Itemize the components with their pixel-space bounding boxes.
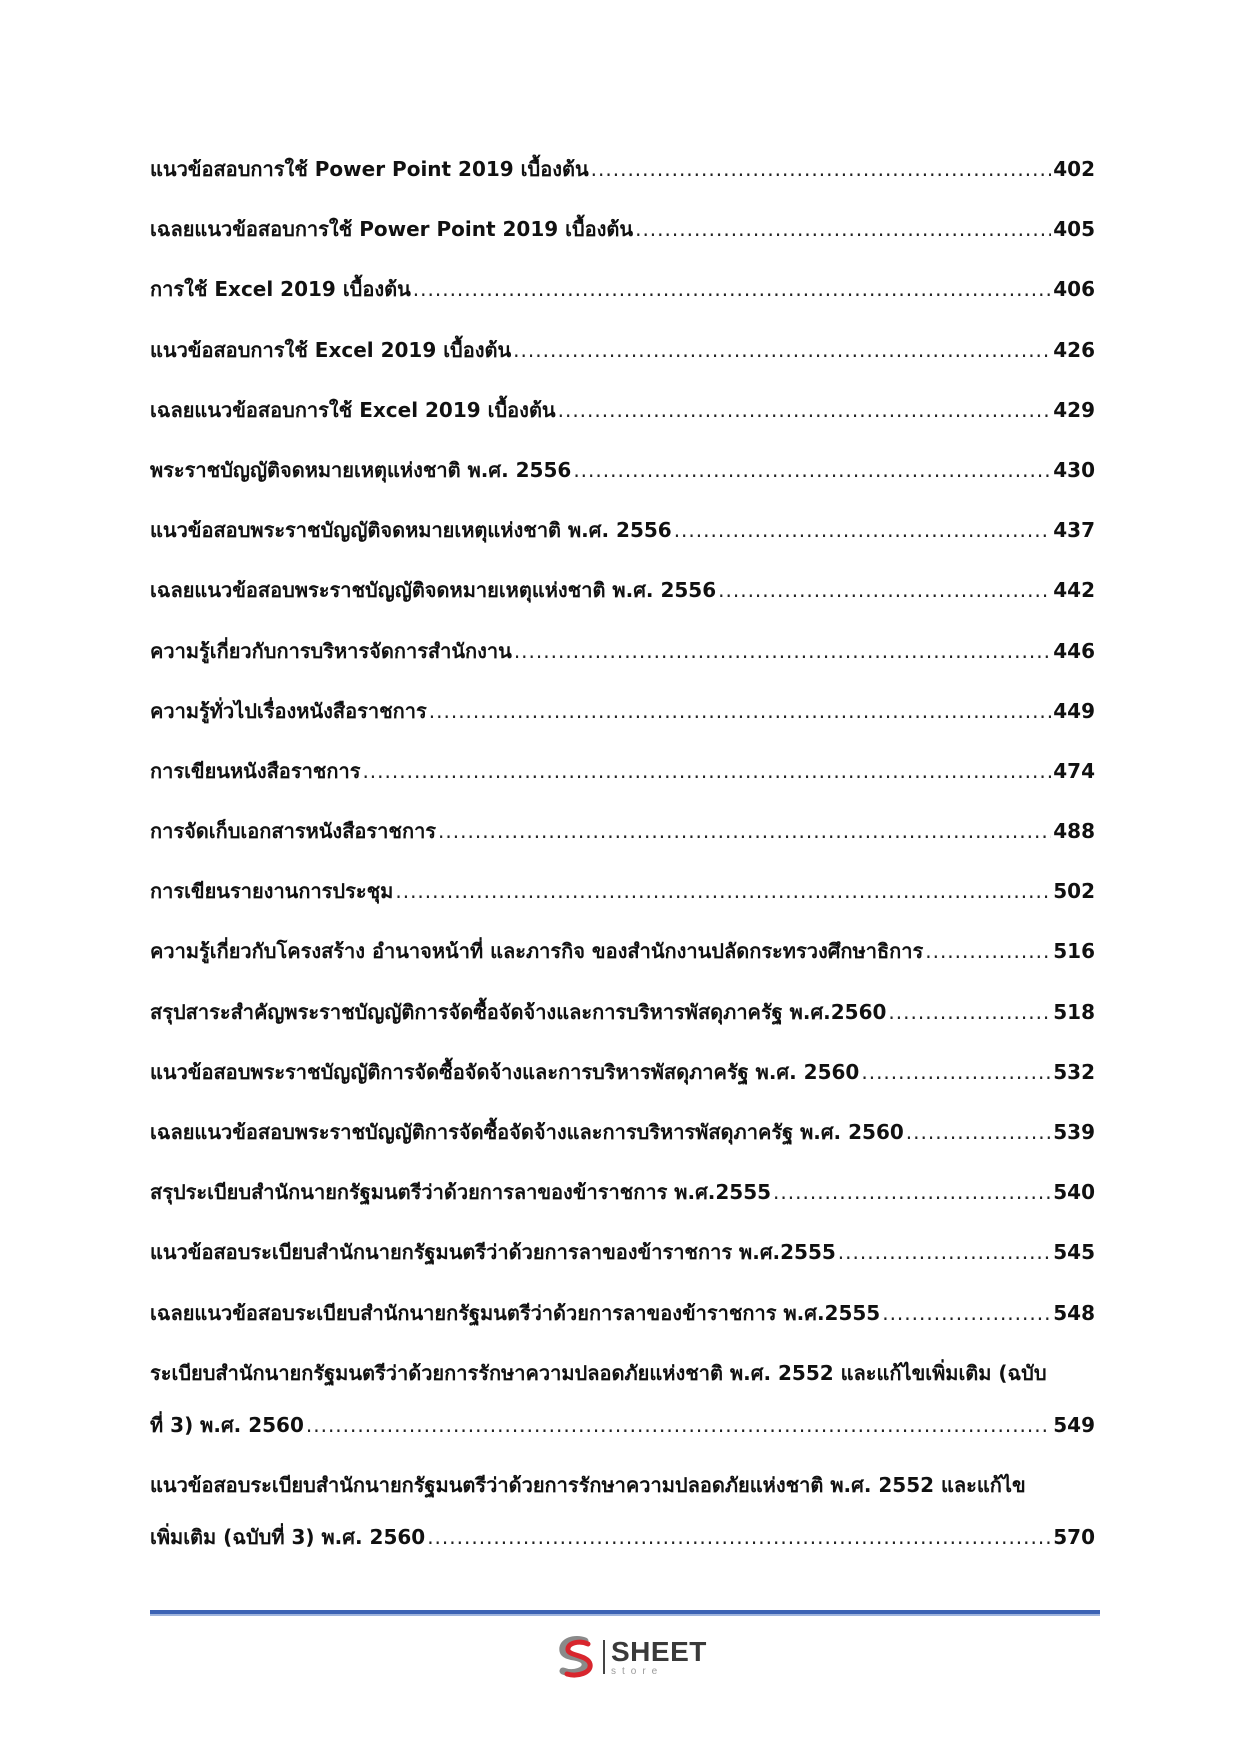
toc-entry-page: 474 xyxy=(1053,758,1095,783)
toc-entry-title: เฉลยแนวข้อสอบระเบียบสำนักนายกรัฐมนตรีว่าด้วยการลาของข้าราชการ พ.ศ.2555 xyxy=(150,1300,881,1325)
dot-leader xyxy=(558,391,1052,429)
dot-leader xyxy=(395,872,1051,910)
toc-entry-page: 532 xyxy=(1053,1059,1095,1084)
toc-entry-page: 516 xyxy=(1053,939,1095,964)
toc-entry-title: สรุประเบียบสำนักนายกรัฐมนตรีว่าด้วยการลาของข้าราชการ พ.ศ.2555 xyxy=(150,1180,772,1205)
toc-entry-page: 570 xyxy=(1053,1524,1095,1549)
dot-leader xyxy=(513,331,1051,369)
toc-entry[interactable] xyxy=(150,812,1095,850)
toc-entry[interactable] xyxy=(150,331,1095,369)
toc-entry-title: แนวข้อสอบระเบียบสำนักนายกรัฐมนตรีว่าด้วยการลาของข้าราชการ พ.ศ.2555 xyxy=(150,1240,836,1265)
toc-entry-title: การจัดเก็บเอกสารหนังสือราชการ xyxy=(150,819,437,844)
toc-entry-title: การเขียนรายงานการประชุม xyxy=(150,879,394,904)
toc-entry-title: ความรู้เกี่ยวกับการบริหารจัดการสำนักงาน xyxy=(150,638,512,663)
dot-leader xyxy=(925,932,1051,970)
dot-leader xyxy=(838,1233,1051,1271)
dot-leader xyxy=(514,632,1051,670)
toc-entry-wrapped[interactable] xyxy=(150,1354,1095,1444)
brand-subtitle: store xyxy=(611,1665,664,1677)
dot-leader xyxy=(429,692,1051,730)
toc-entry-page: 426 xyxy=(1053,337,1095,362)
toc-entry-wrapped[interactable] xyxy=(150,1466,1095,1556)
toc-entry-title: เฉลยแนวข้อสอบพระราชบัญญัติการจัดซื้อจัดจ้างและการบริหารพัสดุภาครัฐ พ.ศ. 2560 xyxy=(150,1120,904,1144)
toc-entry-title: เฉลยแนวข้อสอบพระราชบัญญัติจดหมายเหตุแห่งชาติ พ.ศ. 2556 xyxy=(150,578,717,603)
toc-entry-page: 540 xyxy=(1053,1180,1095,1205)
dot-leader xyxy=(413,270,1051,308)
dot-leader xyxy=(882,1294,1051,1332)
toc-entry[interactable] xyxy=(150,1294,1095,1332)
dot-leader xyxy=(438,812,1051,850)
dot-leader xyxy=(573,451,1051,489)
toc-entry-page: 429 xyxy=(1053,397,1095,422)
brand-name: SHEET xyxy=(611,1635,707,1667)
dot-leader xyxy=(306,1406,1051,1444)
toc-entry-page: 405 xyxy=(1053,217,1095,242)
toc-entry-title: เพิ่มเติม (ฉบับที่ 3) พ.ศ. 2560 xyxy=(150,1524,426,1549)
toc-entry-page: 502 xyxy=(1053,879,1095,904)
toc-entry[interactable] xyxy=(150,270,1095,308)
toc-entry[interactable] xyxy=(150,210,1095,248)
toc-entry-page: 406 xyxy=(1053,277,1095,302)
sheet-store-logo xyxy=(555,1633,707,1681)
dot-leader xyxy=(635,210,1051,248)
toc-entry[interactable] xyxy=(150,692,1095,730)
toc-entry[interactable] xyxy=(150,1233,1095,1271)
dot-leader xyxy=(718,571,1051,609)
toc-entry-page: 449 xyxy=(1053,698,1095,723)
toc-entry-title: แนวข้อสอบพระราชบัญญัติจดหมายเหตุแห่งชาติ พ.ศ. 2556 xyxy=(150,518,672,543)
toc-entry-page: 545 xyxy=(1053,1240,1095,1265)
toc-entry-title: ความรู้เกี่ยวกับโครงสร้าง อำนาจหน้าที่ และภารกิจ ของสำนักงานปลัดกระทรวงศึกษาธิการ xyxy=(150,939,924,964)
toc-entry-title: สรุปสาระสำคัญพระราชบัญญัติการจัดซื้อจัดจ้างและการบริหารพัสดุภาครัฐ พ.ศ.2560 xyxy=(150,999,887,1024)
toc-entry-title: แนวข้อสอบการใช้ Excel 2019 เบื้องต้น xyxy=(150,337,512,362)
toc-entry[interactable] xyxy=(150,511,1095,549)
toc-entry[interactable] xyxy=(150,1113,1095,1151)
toc-entry-title: ความรู้ทั่วไปเรื่องหนังสือราชการ xyxy=(150,698,427,723)
toc-entry-title: พระราชบัญญัติจดหมายเหตุแห่งชาติ พ.ศ. 2556 xyxy=(150,457,572,482)
toc-entry[interactable] xyxy=(150,1053,1095,1091)
toc-entry-title: เฉลยแนวข้อสอบการใช้ Power Point 2019 เบื้องต้น xyxy=(150,217,634,242)
toc-entry[interactable] xyxy=(150,451,1095,489)
toc-entry[interactable] xyxy=(150,391,1095,429)
toc-entry-page: 437 xyxy=(1053,518,1095,543)
toc-entry-page: 402 xyxy=(1053,157,1095,181)
toc-entry[interactable] xyxy=(150,1173,1095,1211)
toc-entry-page: 446 xyxy=(1053,638,1095,663)
dot-leader xyxy=(427,1518,1051,1556)
dot-leader xyxy=(362,752,1051,790)
toc-entry-title: การเขียนหนังสือราชการ xyxy=(150,758,361,783)
toc-entry[interactable] xyxy=(150,993,1095,1031)
logo-separator xyxy=(603,1640,605,1674)
toc-entry[interactable] xyxy=(150,150,1095,188)
dot-leader xyxy=(888,993,1051,1031)
toc-entry[interactable] xyxy=(150,932,1095,970)
toc-entry-page: 548 xyxy=(1053,1300,1095,1325)
dot-leader xyxy=(773,1173,1051,1211)
toc-entry-title: ที่ 3) พ.ศ. 2560 xyxy=(150,1412,304,1437)
toc-entry-first-line: ระเบียบสำนักนายกรัฐมนตรีว่าด้วยการรักษาความปลอดภัยแห่งชาติ พ.ศ. 2552 และแก้ไขเพิ่มเติม (ฉบับ xyxy=(150,1360,1047,1385)
dot-leader xyxy=(861,1053,1051,1091)
toc-entry-title: แนวข้อสอบพระราชบัญญัติการจัดซื้อจัดจ้างและการบริหารพัสดุภาครัฐ พ.ศ. 2560 xyxy=(150,1059,860,1084)
dot-leader xyxy=(674,511,1052,549)
toc-entry-title: การใช้ Excel 2019 เบื้องต้น xyxy=(150,277,411,302)
toc-entry[interactable] xyxy=(150,632,1095,670)
toc-entry-page: 488 xyxy=(1053,819,1095,844)
toc-entry-page: 442 xyxy=(1053,578,1095,603)
toc-entry-page: 518 xyxy=(1053,999,1095,1024)
toc-entry-page: 549 xyxy=(1053,1412,1095,1437)
dot-leader xyxy=(906,1113,1051,1151)
footer-divider xyxy=(150,1610,1100,1616)
toc-entry-page: 539 xyxy=(1053,1120,1095,1144)
toc-entry[interactable] xyxy=(150,752,1095,790)
toc-entry[interactable] xyxy=(150,571,1095,609)
toc-entry-page: 430 xyxy=(1053,457,1095,482)
toc-entry-title: เฉลยแนวข้อสอบการใช้ Excel 2019 เบื้องต้น xyxy=(150,397,556,422)
toc-entry-title: แนวข้อสอบการใช้ Power Point 2019 เบื้องต้น xyxy=(150,157,589,181)
toc-entry-first-line: แนวข้อสอบระเบียบสำนักนายกรัฐมนตรีว่าด้วยการรักษาความปลอดภัยแห่งชาติ พ.ศ. 2552 และแก้ไข xyxy=(150,1472,1026,1497)
sheet-store-s-icon xyxy=(555,1635,599,1679)
toc-entry[interactable] xyxy=(150,872,1095,910)
dot-leader xyxy=(591,150,1052,188)
table-of-contents xyxy=(150,150,1095,1578)
logo-wordmark xyxy=(611,1635,707,1677)
